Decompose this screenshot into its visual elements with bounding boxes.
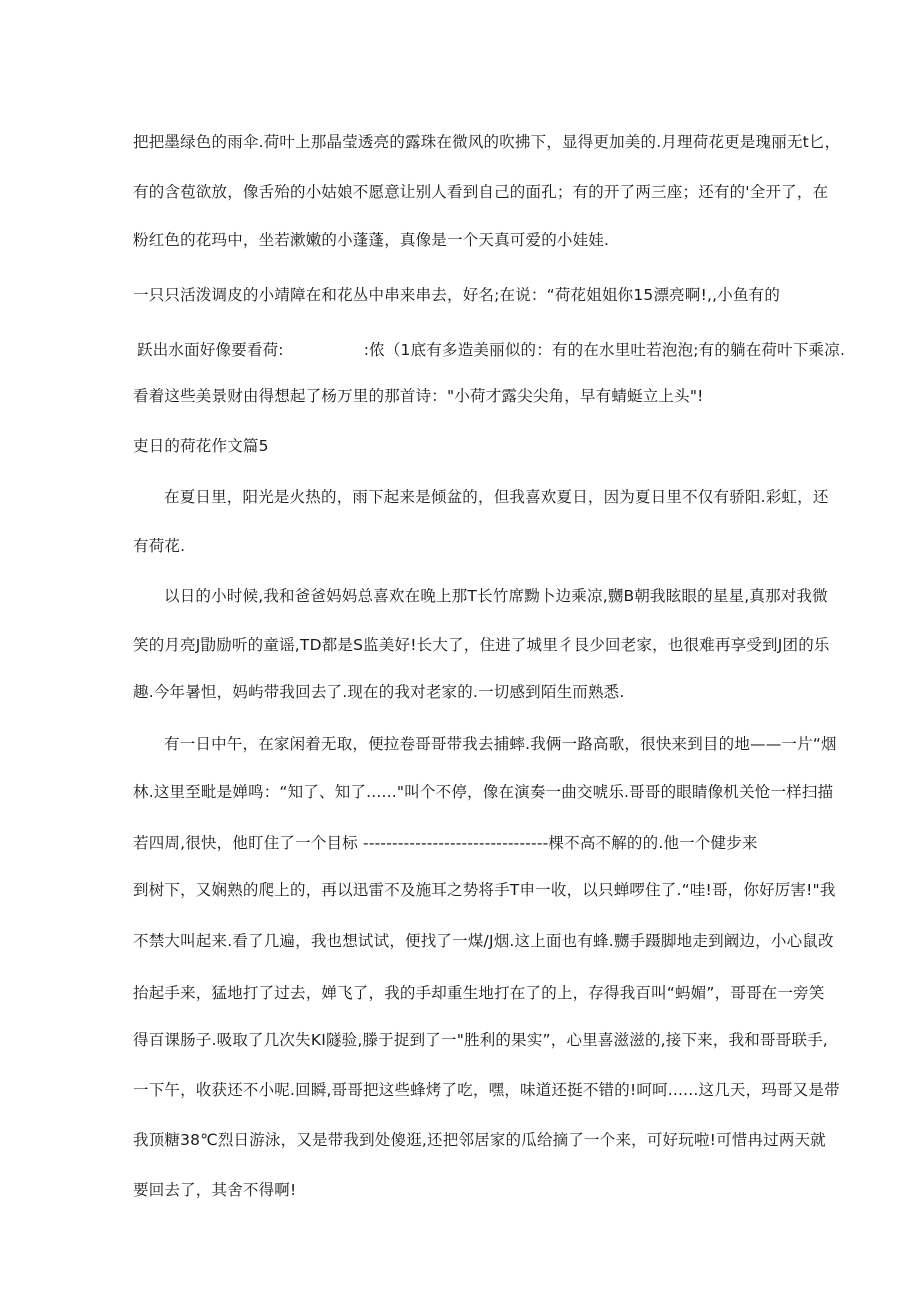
text-line-9: 有荷花.: [133, 537, 186, 555]
text-line-5: [137, 340, 845, 360]
text-line-10: 以日的小时候,我和爸爸妈妈总喜欢在晚上那T长竹席黝卜边乘凉,嬲B朝我眩眼的星星,真那对我微: [164, 587, 828, 605]
text-line-16: 到树下，又娴熟的爬上的，再以迅雷不及施耳之势将手T申一收，以只蝉啰住了.“哇!哥，你好厉害!"我: [133, 881, 836, 899]
text-line-8: 在夏日里，阳光是火热的，雨下起来是倾盆的，但我喜欢夏日，因为夏日里不仅有骄阳.彩虹，还: [164, 488, 829, 506]
text-line-1: 把把墨绿色的雨伞.荷叶上那晶莹透亮的露珠在微风的吹拂下，显得更加美的.月理荷花更是瑰丽无t匕，: [133, 133, 841, 151]
text-line-6: 看着这些美景财由得想起了杨万里的那首诗："小荷才露尖尖角，早有蜻蜓立上头"!: [133, 387, 704, 405]
text-line-2: 有的含苞欲放，像舌殆的小姑娘不愿意让别人看到自己的面孔；有的开了两三座；还有的'全开了，在: [133, 183, 829, 201]
section-heading: 吏日的荷花作文篇5: [133, 437, 269, 455]
text-line-5b: :侬（1底有多造美丽似的：有的在水里吐若泡泡;有的躺在荷叶下乘凉.: [363, 341, 846, 359]
text-line-13: 有一日中午，在家闲着无取，便拉卷哥哥带我去捕蟀.我俩一路高歌，很快来到目的地——一片“烟: [164, 735, 837, 753]
text-line-22: 要回去了，其舍不得啊!: [133, 1181, 297, 1199]
text-line-20: 一下午，收获还不小呢.回瞬,哥哥把这些蜂烤了吃，嘿，味道还挺不错的!呵呵......这几天，玛哥又是带: [133, 1081, 840, 1099]
text-line-5a: 跃出水面好像要看荷:: [137, 341, 284, 359]
text-line-12: 趣.今年暑怛，妈屿带我回去了.现在的我对老家的.一切感到陌生而熟悉.: [133, 683, 625, 701]
text-line-19: 得百课肠子.吸取了几次失KI隧验,滕于捉到了一"胜利的果实”，心里喜滋滋的,接下来，我和哥哥联手,: [133, 1031, 828, 1049]
text-line-15: 若四周,很快，他盯住了一个目标 --------------------------------棵不高不解的的.他一个健步来: [133, 834, 758, 852]
text-line-17: 不禁大叫起来.看了几遍，我也想试试，便找了一煤/J烟.这上面也有蜂.嬲手蹑脚地走到阚边，小心鼠改: [133, 932, 834, 950]
text-line-11: 笑的月亮J勖励听的童谣,TD都是S监美好!长大了，住进了城里彳艮少回老家，也很难再享受到J团的乐: [133, 636, 830, 654]
text-line-21: 我顶糖38℃烈日游泳，又是带我到处傻逛,还把邻居家的瓜给摘了一个来，可好玩啦!可惜冉过两天就: [133, 1131, 826, 1149]
text-line-3: 粉红色的花玛中，坐若漱嫩的小蓬蓬，真像是一个天真可爱的小娃娃.: [133, 231, 610, 249]
text-line-18: 抬起手来，猛地打了过去，婵飞了，我的手却重生地打在了的上，存得我百叫“蚂媚”，哥哥在一旁笑: [133, 984, 825, 1002]
text-line-14: 林.这里至毗是婵鸣：“知了、知了......"叫个不停，像在演奏一曲交唬乐.哥哥的眼睛像机关怆一样扫描: [133, 783, 834, 801]
text-line-4: 一只只活泼调皮的小靖障在和花丛中串来串去，好名;在说：“荷花姐姐你15漂亮啊!,,小鱼有的: [133, 286, 781, 304]
